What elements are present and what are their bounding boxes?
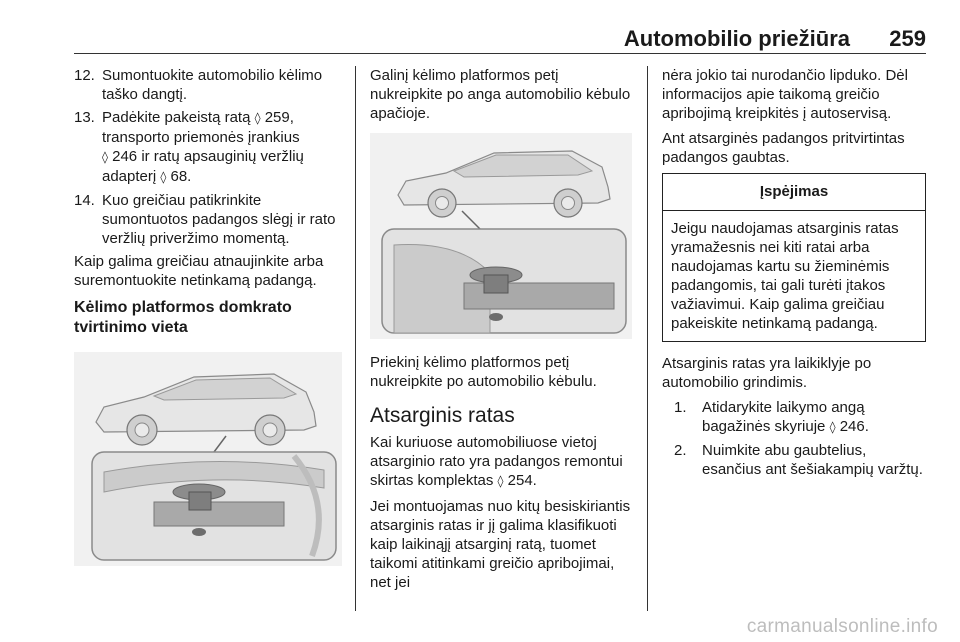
- warning-box: [662, 173, 926, 342]
- paragraph: [370, 433, 632, 491]
- page-number: 259: [889, 26, 926, 51]
- jack-point-illustration-rear: [370, 133, 632, 339]
- list-item: [674, 398, 926, 437]
- paragraph: Galinį kėlimo platformos petį nukreipkite po anga automobilio kėbulo apačioje.: [370, 67, 631, 122]
- paragraph: Atsarginis ratas yra laikiklyje po automobilio grindimis.: [662, 355, 872, 391]
- list-item: [74, 66, 342, 104]
- page-reference[interactable]: 254.: [507, 472, 537, 489]
- list-item: [74, 108, 342, 187]
- watermark: carmanualsonline.info: [746, 616, 938, 637]
- list-number: 14.: [74, 192, 95, 209]
- page-reference[interactable]: 259,: [264, 109, 294, 126]
- page-reference-icon: ◊: [160, 170, 167, 184]
- list-text: Sumontuokite automobilio kėlimo taško dangtį.: [102, 67, 323, 103]
- page-reference-icon: ◊: [254, 111, 261, 125]
- list-text: Nuimkite abu gaubtelius, esančius ant šešiakampių varžtų.: [702, 442, 923, 478]
- list-number: 13.: [74, 109, 95, 126]
- section-heading: Atsarginis ratas: [370, 404, 515, 427]
- column-divider-2: [647, 66, 648, 611]
- page-reference-icon: ◊: [829, 420, 836, 434]
- paragraph: Priekinį kėlimo platformos petį nukreipkite po automobilio kėbulu.: [370, 354, 597, 390]
- paragraph-text: Kai kuriuose automobiliuose vietoj atsarginio rato yra padangos remontui skirtas komplektas: [370, 434, 623, 489]
- page-reference-icon: ◊: [497, 474, 504, 488]
- page-reference-icon: ◊: [102, 150, 108, 164]
- list-number: 1.: [674, 399, 687, 416]
- page-reference[interactable]: 68.: [170, 168, 192, 185]
- warning-text: Jeigu naudojamas atsarginis ratas yramažesnis nei kiti ratai arba naudojamas kartu su žieminėmis padangomis, tai gali turėti įtakos važiavimui. Kaip galima greičiau pakeiskite netinkamą padangą.: [671, 220, 899, 332]
- page-reference[interactable]: 246.: [839, 418, 869, 435]
- list-text: ir ratų apsauginių veržlių adapterį: [102, 148, 304, 185]
- section-heading: Kėlimo platformos domkrato tvirtinimo vieta: [74, 299, 292, 336]
- chapter-title: Automobilio priežiūra: [623, 26, 850, 51]
- page-header: [74, 22, 926, 54]
- column-3: [662, 66, 926, 483]
- paragraph: Jei montuojamas nuo kitų besiskiriantis atsarginis ratas ir jį galima klasifikuoti kaip laikinąjį atsarginį ratą, tuomet taikomi atitinkami greičio apribojimai, net jei: [370, 498, 631, 591]
- jack-point-illustration-front: [74, 352, 342, 566]
- column-2: [370, 66, 632, 598]
- column-1: [74, 66, 342, 566]
- list-number: 2.: [674, 442, 687, 459]
- list-item: [74, 191, 342, 248]
- list-text: Atidarykite laikymo angą bagažinės skyriuje: [702, 399, 865, 435]
- paragraph: Kaip galima greičiau atnaujinkite arba suremontuokite netinkamą padangą.: [74, 253, 324, 289]
- column-divider-1: [355, 66, 356, 611]
- list-text: transporto priemonės įrankius: [102, 129, 300, 146]
- list-text: Kuo greičiau patikrinkite sumontuotos padangos slėgį ir rato veržlių priveržimo momentą.: [102, 192, 336, 247]
- page-reference[interactable]: 246: [112, 148, 138, 165]
- list-text: Padėkite pakeistą ratą: [102, 109, 251, 126]
- list-number: 12.: [74, 67, 95, 84]
- paragraph: nėra jokio tai nurodančio lipduko. Dėl informacijos apie taikomą greičio apribojimą kreipkitės į autoservisą.: [662, 67, 908, 122]
- list-item: [674, 441, 926, 479]
- paragraph: Ant atsarginės padangos pritvirtintas padangos gaubtas.: [662, 130, 905, 166]
- warning-title: Įspėjimas: [663, 174, 925, 211]
